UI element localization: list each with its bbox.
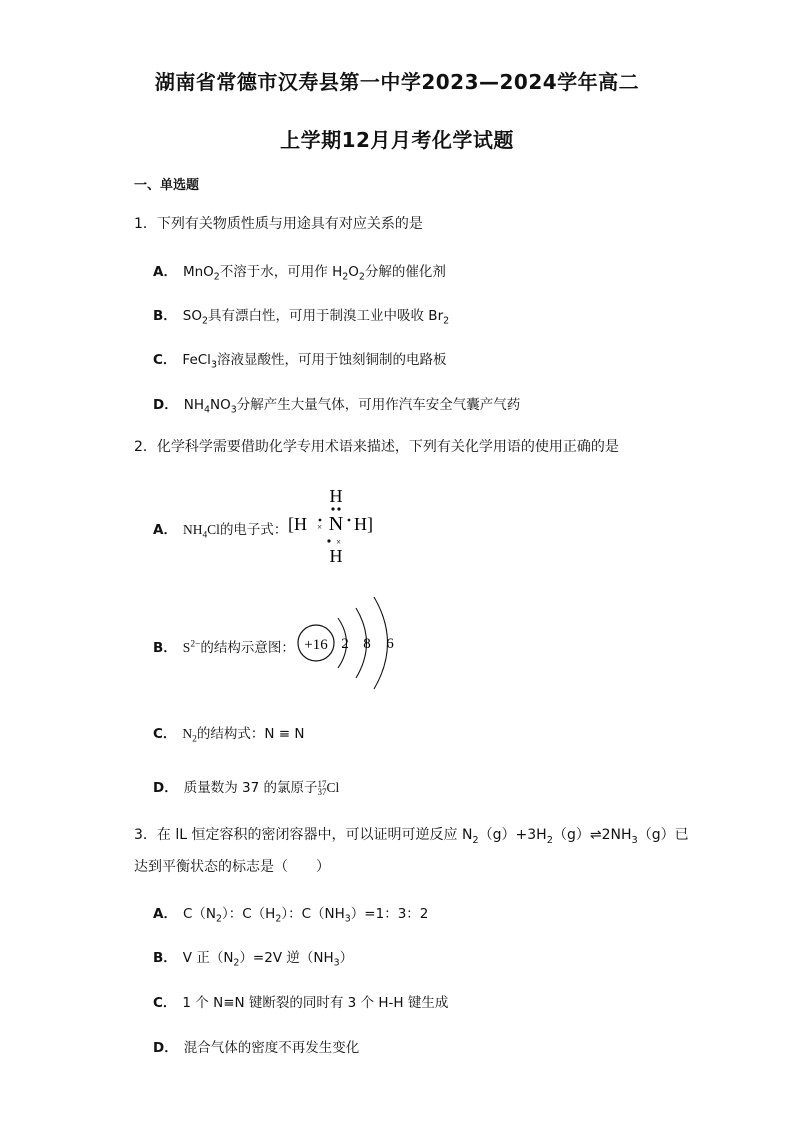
option-label: A． [153, 906, 177, 922]
es-right-hydrogen: H] [354, 514, 373, 534]
question-2-option-a: A． $NH_4Cl$的电子式： [153, 522, 288, 541]
option-label: D． [153, 1040, 178, 1056]
question-2-option-b: B． $S^{2-}$的结构示意图： [153, 639, 295, 656]
es-left-hydrogen: [H [288, 514, 307, 534]
es-bottom-hydrogen: H [329, 546, 343, 566]
es-nitrogen: N [328, 513, 344, 535]
question-2-option-d: D． 质量数为 37 的氯原子 17 37 Cl [153, 779, 340, 797]
option-label: C． [153, 352, 177, 368]
question-1-option-d: D． $NH_4NO_3$分解产生大量气体，可用作汽车安全气囊产气药 [153, 397, 521, 416]
question-1-option-b: B． $SO_2$具有漂白性，可用于制溴工业中吸收 $Br_2$ [153, 308, 450, 327]
question-3-option-c: C． 1 个 N≡N 键断裂的同时有 3 个 H-H 键生成 [153, 995, 449, 1011]
question-1-stem: 1．下列有关物质性质与用途具有对应关系的是 [134, 216, 423, 232]
section-heading: 一、单选题 [134, 178, 200, 193]
option-label: B． [153, 308, 177, 324]
page-title-line-1: 湖南省常德市汉寿县第一中学2023—2024学年高二 [154, 70, 640, 94]
option-label: B． [153, 640, 177, 656]
page-title-line-2: 上学期12月月考化学试题 [280, 128, 514, 152]
question-1-option-c: C． FeCl$_3$溶液显酸性，可用于蚀刻铜制的电路板 [153, 352, 447, 371]
question-2-option-c: C． $N_2$的结构式：N ≡ N [153, 726, 305, 745]
option-label: C． [153, 995, 177, 1011]
question-3-stem-line-2: 达到平衡状态的标志是（ ） [134, 859, 330, 875]
es-top-hydrogen: H [329, 486, 343, 506]
question-1-option-a: A． MnO$_2$不溶于水，可用作 $H_2O_2$分解的催化剂 [153, 264, 446, 283]
option-label: A． [153, 522, 177, 538]
electron-formula-diagram [288, 485, 388, 567]
nucleus-charge: +16 [304, 637, 328, 653]
question-2-stem: 2．化学科学需要借助化学专用术语来描述，下列有关化学用语的使用正确的是 [134, 439, 619, 455]
option-label: D． [153, 397, 178, 413]
ion-structure-diagram [295, 594, 405, 694]
option-label: D． [153, 780, 178, 796]
question-3-option-d: D． 混合气体的密度不再发生变化 [153, 1040, 360, 1056]
shell-electrons-1: 2 [341, 636, 349, 652]
shell-electrons-3: 6 [386, 636, 394, 652]
option-label: C． [153, 726, 177, 742]
question-3-option-b: B． V 正$(N_2)=2V$ 逆$(NH_3)$ [153, 950, 354, 969]
option-label: B． [153, 950, 177, 966]
shell-electrons-2: 8 [363, 636, 371, 652]
svg-text:×: × [317, 522, 323, 532]
question-3-option-a: A． $C(N_2)$：$C(H_2)$：$C(NH_3)=1$：3：2 [153, 906, 429, 925]
option-label: A． [153, 264, 177, 280]
svg-text:×: × [336, 537, 342, 547]
question-3-stem-line-1: 3．在 lL 恒定容积的密闭容器中，可以证明可逆反应 $N_2(g)+3H_2(g)\rightleftharpoons 2NH_3(g)$已 [134, 827, 689, 846]
